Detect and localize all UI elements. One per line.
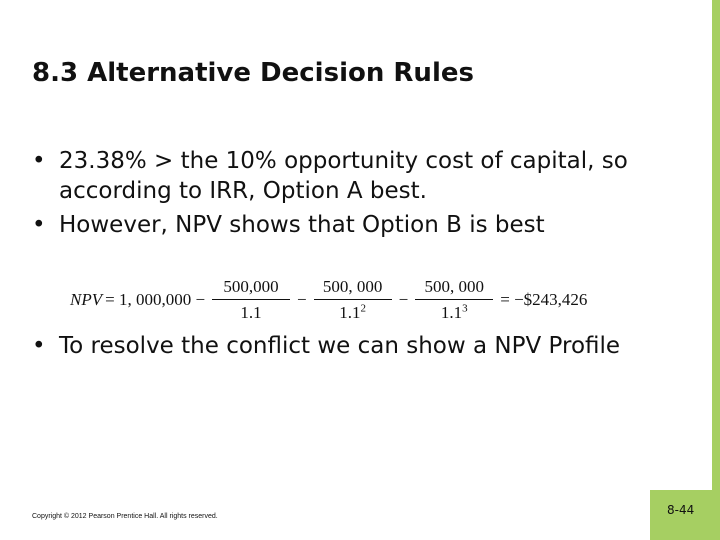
- bullet-text: 23.38% > the 10% opportunity cost of capital, so according to IRR, Option A best.: [59, 148, 628, 204]
- bullet-item: [32, 331, 702, 361]
- denominator-exponent: 3: [462, 302, 468, 315]
- denominator-base: 1.1: [240, 303, 262, 322]
- bullet-item: [32, 146, 702, 206]
- denominator-base: 1.1: [339, 303, 361, 322]
- fraction-denominator: [314, 299, 392, 323]
- bullet-text: To resolve the conflict we can show a NPV Profile: [59, 333, 621, 359]
- npv-equation: [70, 270, 590, 330]
- fraction-denominator: [212, 299, 290, 323]
- bullet-dot-icon: •: [32, 333, 46, 359]
- fraction-numerator: 500, 000: [424, 277, 484, 296]
- fraction-denominator: [415, 299, 493, 323]
- fraction-numerator: 500, 000: [322, 277, 383, 296]
- equation-fraction: [314, 277, 392, 323]
- bullet-item: [32, 210, 702, 240]
- copyright-footer: Copyright © 2012 Pearson Prentice Hall. All rights reserved.: [32, 513, 218, 520]
- accent-bar-right: [712, 0, 720, 540]
- equation-lhs: NPV: [70, 290, 103, 309]
- equation-fraction: [212, 277, 290, 323]
- equation-fraction: [415, 277, 493, 323]
- equation-result: = −$243,426: [500, 290, 588, 309]
- denominator-exponent: 2: [360, 302, 367, 315]
- bullet-list-bottom: [32, 331, 702, 361]
- equation-minus: −: [297, 290, 307, 309]
- fraction-numerator: 500,000: [223, 277, 279, 296]
- bullet-dot-icon: •: [32, 148, 46, 174]
- slide-title: 8.3 Alternative Decision Rules: [32, 58, 474, 88]
- page-number: 8-44: [667, 503, 695, 517]
- bullet-text: However, NPV shows that Option B is best: [59, 212, 545, 238]
- bullet-list-top: [32, 146, 702, 240]
- equation-minus: −: [398, 290, 409, 309]
- equation-initial: = 1, 000,000 −: [105, 290, 206, 309]
- bullet-dot-icon: •: [32, 212, 46, 238]
- denominator-base: 1.1: [440, 303, 463, 322]
